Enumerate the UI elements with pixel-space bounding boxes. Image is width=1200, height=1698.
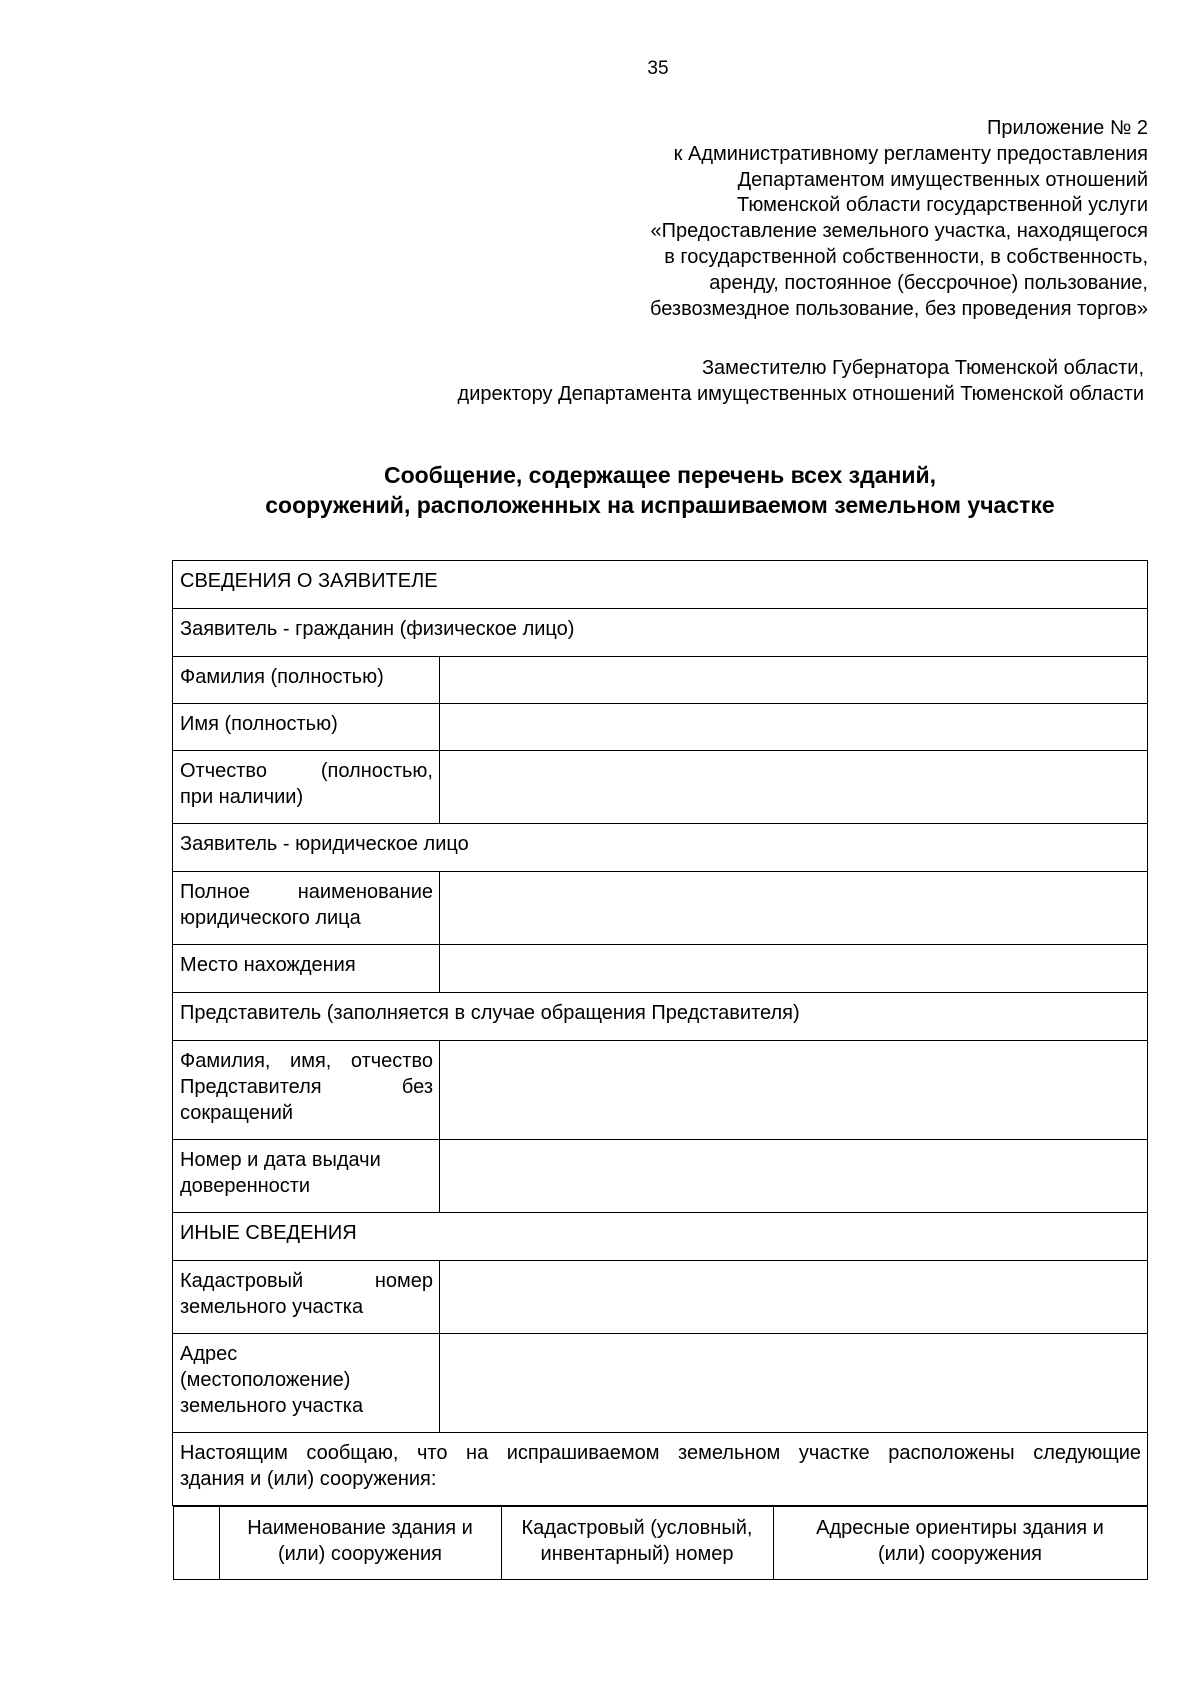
table-row (173, 993, 1148, 1041)
page-number: 35 (647, 58, 669, 79)
address-field[interactable] (440, 1334, 1148, 1433)
label-line: (местоположение) (180, 1369, 351, 1391)
appendix-line: Тюменской области государственной услуги (737, 194, 1148, 217)
power-of-attorney-field[interactable] (440, 1140, 1148, 1213)
buildings-table-cell (173, 1506, 1148, 1581)
label-line: Адрес (180, 1343, 238, 1365)
label-line: Кадастровый номер (180, 1270, 433, 1292)
table-row (173, 824, 1148, 872)
appendix-line: Приложение № 2 (987, 117, 1148, 139)
table-row (173, 1334, 1148, 1433)
label-line: Отчество (полностью, (180, 760, 433, 782)
label-line: земельного участка (180, 1296, 364, 1318)
header-line: (или) сооружения (877, 1543, 1043, 1565)
col-header-name (219, 1507, 501, 1580)
addressee-line: директору Департамента имущественных отношений Тюменской области (457, 383, 1144, 405)
statement-line: здания и (или) сооружения: (180, 1468, 437, 1490)
title-line: сооружений, расположенных на испрашиваемом земельном участке (265, 492, 1055, 518)
statement-line: Настоящим сообщаю, что на испрашиваемом земельном участке расположены следующие (180, 1442, 1141, 1464)
col-header-address (773, 1507, 1147, 1580)
document-title (172, 460, 1148, 520)
table-row (173, 1261, 1148, 1334)
table-row (173, 1041, 1148, 1140)
appendix-line: «Предоставление земельного участка, находящегося (650, 220, 1148, 243)
header-line: Наименование здания и (247, 1517, 473, 1539)
label-line: сокращений (180, 1102, 294, 1124)
col-header-number (173, 1507, 219, 1580)
table-row (173, 1140, 1148, 1213)
table-row (173, 657, 1148, 704)
appendix-line: аренду, постоянное (бессрочное) пользование, (709, 271, 1148, 294)
cadastral-field[interactable] (440, 1261, 1148, 1334)
name-field[interactable] (440, 704, 1148, 751)
table-row (173, 704, 1148, 751)
header-line: Адресные ориентиры здания и (816, 1517, 1104, 1539)
section-header-applicant: СВЕДЕНИЯ О ЗАЯВИТЕЛЕ (173, 561, 1148, 609)
table-row (173, 1213, 1148, 1261)
appendix-header (428, 116, 1148, 322)
label-line: доверенности (180, 1175, 311, 1197)
header-line: (или) сооружения (277, 1543, 443, 1565)
table-row (173, 561, 1148, 609)
addressee-line: Заместителю Губернатора Тюменской области, (701, 357, 1144, 379)
subsection-representative: Представитель (заполняется в случае обращения Представителя) (173, 993, 1148, 1041)
name-label: Имя (полностью) (173, 704, 440, 751)
rep-fio-label (173, 1041, 440, 1140)
title-line: Сообщение, содержащее перечень всех зданий, (383, 462, 937, 488)
col-header-cadastral (501, 1507, 773, 1580)
table-row (173, 751, 1148, 824)
appendix-line: Департаментом имущественных отношений (737, 168, 1148, 191)
address-label (173, 1334, 440, 1433)
location-label: Место нахождения (173, 945, 440, 993)
buildings-table (173, 1506, 1148, 1580)
table-row (173, 872, 1148, 945)
subsection-legal-entity: Заявитель - юридическое лицо (173, 824, 1148, 872)
table-row (173, 1507, 1147, 1580)
section-header-other: ИНЫЕ СВЕДЕНИЯ (173, 1213, 1148, 1261)
statement-cell (173, 1433, 1148, 1506)
table-row (173, 1433, 1148, 1506)
label-line: Фамилия, имя, отчество (180, 1050, 433, 1072)
power-of-attorney-label (173, 1140, 440, 1213)
header-line: инвентарный) номер (540, 1543, 734, 1565)
label-line: Номер и дата выдачи (180, 1149, 381, 1171)
surname-label: Фамилия (полностью) (173, 657, 440, 704)
appendix-line: безвозмездное пользование, без проведения торгов» (650, 297, 1148, 320)
legal-name-label (173, 872, 440, 945)
appendix-line: в государственной собственности, в собственность, (664, 245, 1148, 268)
patronymic-label (173, 751, 440, 824)
label-line: Представителя без (180, 1076, 433, 1098)
cadastral-label (173, 1261, 440, 1334)
location-field[interactable] (440, 945, 1148, 993)
label-line: юридического лица (180, 907, 361, 929)
label-line: Полное наименование (180, 881, 433, 903)
table-row (173, 609, 1148, 657)
rep-fio-field[interactable] (440, 1041, 1148, 1140)
appendix-line: к Административному регламенту предоставления (673, 142, 1148, 165)
table-row (173, 1506, 1148, 1581)
label-line: при наличии) (180, 786, 304, 808)
legal-name-field[interactable] (440, 872, 1148, 945)
patronymic-field[interactable] (440, 751, 1148, 824)
table-row (173, 945, 1148, 993)
subsection-individual: Заявитель - гражданин (физическое лицо) (173, 609, 1148, 657)
addressee-block (244, 355, 1144, 407)
header-line: Кадастровый (условный, (521, 1517, 753, 1539)
application-form-table (172, 560, 1148, 1580)
label-line: земельного участка (180, 1395, 364, 1417)
surname-field[interactable] (440, 657, 1148, 704)
